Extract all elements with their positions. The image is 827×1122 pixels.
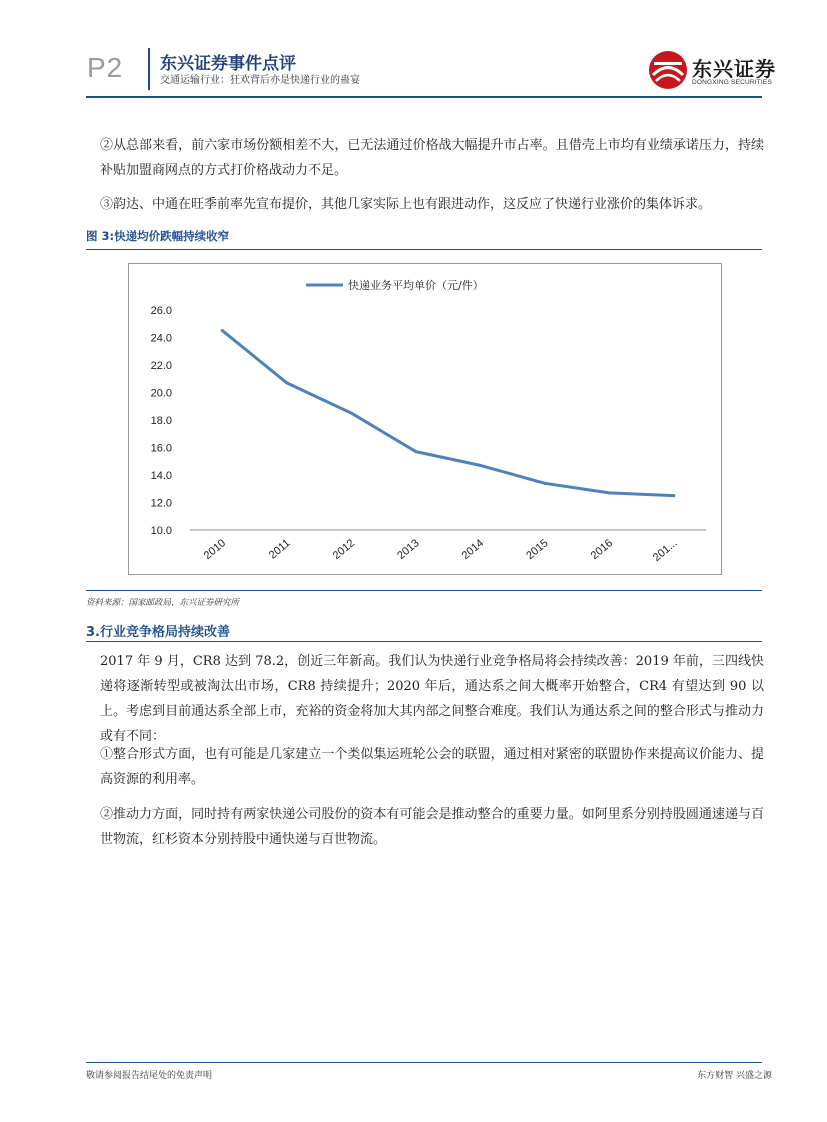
report-subtitle: 交通运输行业：狂欢背后亦是快递行业的蛊宴 [160, 75, 360, 86]
data-point [221, 329, 224, 332]
y-tick-label: 18.0 [150, 415, 172, 427]
figure-source: 资料来源：国家邮政局，东兴证券研究所 [86, 598, 240, 608]
data-point [414, 450, 417, 453]
y-tick-label: 10.0 [150, 525, 172, 537]
figure-rule-bottom [86, 590, 762, 591]
x-tick-label: 2013 [395, 537, 422, 563]
data-point [543, 482, 546, 485]
x-tick-label: 2016 [588, 537, 616, 563]
footer-rule [86, 1062, 762, 1063]
data-point [350, 412, 353, 415]
paragraph: 2017 年 9 月，CR8 达到 78.2，创近三年新高。我们认为快递行业竞争格局将会持续改善：2019 年前，三四线快递将逐渐转型或被淘汰出市场，CR8 持续提升；2020 年后，通达系之间大概率开始整合，CR4 有望达到 90 以上。考虑到目前通达系全部上市，充裕的资金将加大其内部之间整合难度。我们认为通达系之间的整合形式与推动力或有不同： [100, 654, 764, 744]
logo-circle-icon [649, 51, 687, 89]
paragraph: ②从总部来看，前六家市场份额相差不大，已无法通过价格战大幅提升市占率。且借壳上市均有业绩承诺压力，持续补贴加盟商网点的方式打价格战动力不足。 [100, 138, 764, 178]
figure-title: 图 3:快递均价跌幅持续收窄 [86, 229, 230, 243]
header-divider [148, 48, 150, 90]
x-tick-label: 2012 [330, 537, 358, 563]
chart-frame [129, 264, 722, 575]
footer-disclaimer: 敬请参阅报告结尾处的免责声明 [86, 1071, 213, 1081]
data-point [608, 491, 611, 494]
page-number: P2 [87, 52, 124, 83]
data-point [479, 464, 482, 467]
logo-text-en: DONGXING SECURITIES [692, 79, 773, 86]
y-tick-labels [151, 305, 172, 537]
y-tick-label: 12.0 [150, 497, 172, 510]
paragraph: ②推动力方面，同时持有两家快递公司股份的资本有可能会是推动整合的重要力量。如阿里系分别持股圆通速递与百世物流，红杉资本分别持股中通快递与百世物流。 [100, 807, 764, 847]
paragraph: ①整合形式方面，也有可能是几家建立一个类似集运班轮公会的联盟，通过相对紧密的联盟协作来提高议价能力、提高资源的利用率。 [100, 747, 764, 787]
y-tick-label: 26.0 [150, 305, 172, 317]
x-tick-label: 2011 [266, 537, 293, 562]
paragraph: ③韵达、中通在旺季前率先宣布提价，其他几家实际上也有跟进动作，这反应了快递行业涨价的集体诉求。 [100, 197, 712, 212]
figure-rule-top [86, 249, 762, 250]
logo-text-cn: 东兴证券 [692, 57, 776, 81]
y-tick-label: 22.0 [150, 360, 172, 372]
section-title: 3.行业竞争格局持续改善 [86, 625, 230, 640]
report-title: 东兴证券事件点评 [160, 54, 296, 74]
x-tick-label: 201... [650, 537, 680, 564]
header-rule [86, 96, 762, 98]
y-tick-label: 16.0 [150, 442, 172, 455]
section-rule [86, 641, 762, 642]
legend-label: 快递业务平均单价（元/件） [348, 279, 484, 292]
y-tick-label: 24.0 [150, 332, 172, 345]
footer-slogan: 东方财智 兴盛之源 [697, 1071, 772, 1081]
x-tick-label: 2015 [524, 537, 551, 563]
line-chart [128, 263, 722, 575]
data-point [672, 494, 675, 497]
y-tick-label: 20.0 [150, 387, 172, 400]
x-tick-label: 2014 [459, 537, 487, 563]
data-point [285, 381, 288, 384]
y-tick-label: 14.0 [150, 470, 172, 482]
x-tick-label: 2010 [201, 537, 229, 563]
